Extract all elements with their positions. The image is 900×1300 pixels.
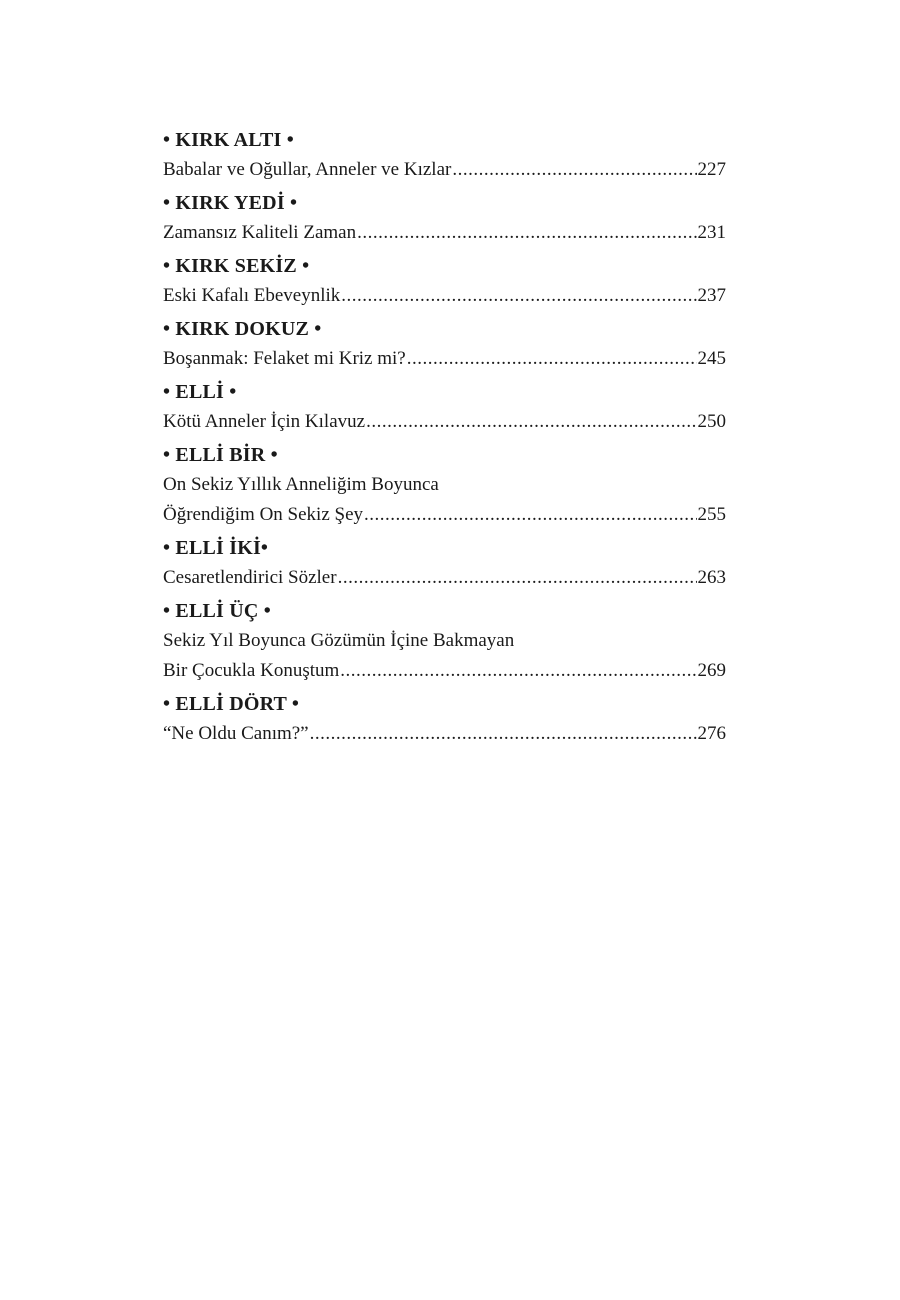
page-number: 263	[697, 567, 726, 588]
chapter-title-line[interactable]	[163, 656, 726, 686]
dot-leader	[357, 218, 696, 248]
toc-entry	[163, 440, 726, 530]
chapter-heading: • KIRK ALTI •	[163, 129, 294, 151]
toc-entry	[163, 377, 726, 437]
page-number: 245	[697, 348, 726, 369]
dot-leader	[407, 344, 697, 374]
chapter-heading: • ELLİ ÜÇ •	[163, 600, 271, 622]
chapter-title-line[interactable]	[163, 407, 726, 437]
chapter-title: “Ne Oldu Canım?”	[163, 723, 309, 744]
chapter-heading: • KIRK YEDİ •	[163, 192, 298, 214]
chapter-title: Eski Kafalı Ebeveynlik	[163, 285, 341, 306]
chapter-heading: • KIRK SEKİZ •	[163, 255, 310, 277]
chapter-title-line[interactable]	[163, 281, 726, 311]
chapter-heading: • ELLİ İKİ•	[163, 537, 269, 559]
chapter-title-line[interactable]	[163, 218, 726, 248]
chapter-heading: • KIRK DOKUZ •	[163, 318, 322, 340]
page-number: 231	[697, 222, 726, 243]
toc-entry	[163, 689, 726, 749]
chapter-title: Öğrendiğim On Sekiz Şey	[163, 504, 364, 525]
chapter-title: Bir Çocukla Konuştum	[163, 660, 340, 681]
chapter-title: Kötü Anneler İçin Kılavuz	[163, 411, 366, 432]
chapter-title: Boşanmak: Felaket mi Kriz mi?	[163, 348, 406, 369]
page-number: 276	[697, 723, 726, 744]
chapter-title-line[interactable]	[163, 344, 726, 374]
toc-entry	[163, 596, 726, 686]
chapter-title-first-line: Sekiz Yıl Boyunca Gözümün İçine Bakmayan	[163, 630, 515, 651]
dot-leader	[310, 719, 697, 749]
dot-leader	[366, 407, 696, 437]
dot-leader	[364, 500, 696, 530]
chapter-title-line[interactable]	[163, 155, 726, 185]
chapter-title-line[interactable]	[163, 563, 726, 593]
chapter-heading: • ELLİ DÖRT •	[163, 693, 300, 715]
page-number: 227	[697, 159, 726, 180]
chapter-title: Babalar ve Oğullar, Anneler ve Kızlar	[163, 159, 452, 180]
dot-leader	[452, 155, 696, 185]
dot-leader	[340, 656, 696, 686]
toc-entry	[163, 533, 726, 593]
chapter-title-first-line: On Sekiz Yıllık Anneliğim Boyunca	[163, 474, 439, 495]
page-number: 269	[697, 660, 726, 681]
dot-leader	[338, 563, 697, 593]
page-number: 237	[697, 285, 726, 306]
table-of-contents	[163, 125, 726, 749]
dot-leader	[341, 281, 696, 311]
page-number: 255	[697, 504, 726, 525]
chapter-heading: • ELLİ •	[163, 381, 237, 403]
chapter-title: Cesaretlendirici Sözler	[163, 567, 337, 588]
chapter-heading: • ELLİ BİR •	[163, 444, 278, 466]
toc-entry	[163, 314, 726, 374]
chapter-title-line[interactable]	[163, 719, 726, 749]
chapter-title: Zamansız Kaliteli Zaman	[163, 222, 357, 243]
chapter-title-line[interactable]	[163, 500, 726, 530]
toc-entry	[163, 188, 726, 248]
toc-entry	[163, 125, 726, 185]
page-number: 250	[697, 411, 726, 432]
toc-entry	[163, 251, 726, 311]
